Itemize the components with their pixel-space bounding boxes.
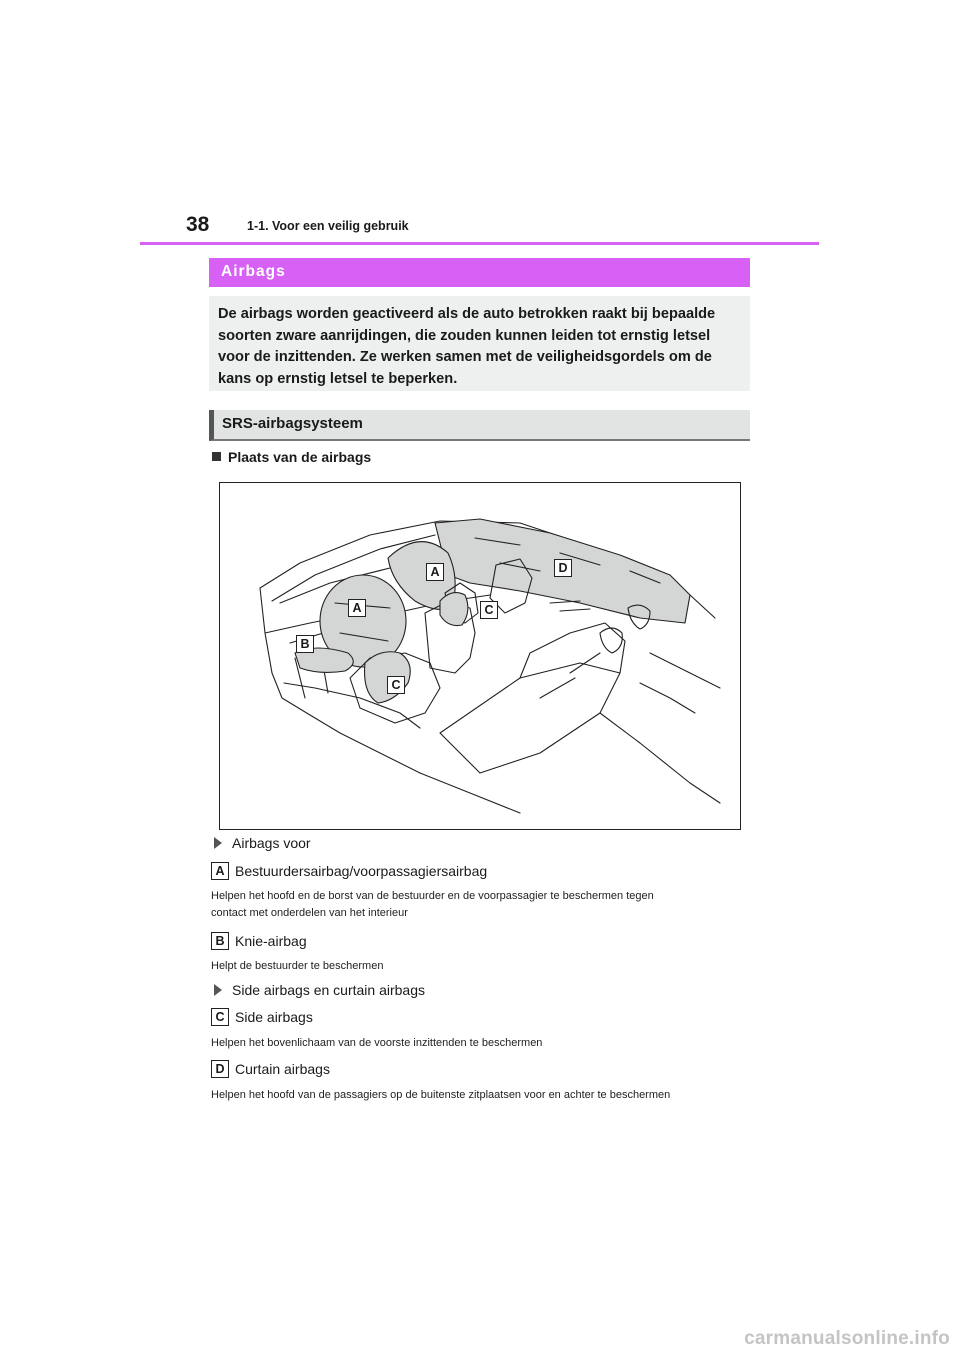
item-description [211,888,751,922]
letter-box-d: D [211,1060,229,1078]
callout-c-passenger-side: C [480,601,498,619]
car-interior-illustration [220,483,740,829]
item-d [211,1060,330,1078]
intro-line: voor de inzittenden. Ze werken samen met de veiligheidsgordels om de [218,349,712,365]
item-label: Curtain airbags [235,1061,330,1077]
callout-a-driver: A [348,599,366,617]
header-rule [140,242,819,245]
group-heading-side [212,982,425,998]
description-line: Helpen het hoofd en de borst van de bestuurder en de voorpassagier te beschermen tegen [211,890,654,902]
letter-box-b: B [211,932,229,950]
group-heading-text: Side airbags en curtain airbags [232,982,426,998]
description-line: Helpt de bestuurder te beschermen [211,960,384,972]
item-label: Side airbags [235,1009,313,1025]
running-header: 1-1. Voor een veilig gebruik [247,219,409,233]
intro-line: soorten zware aanrijdingen, die zouden kunnen leiden tot ernstig letsel [218,327,711,344]
item-b [211,932,307,950]
item-description [211,1087,751,1104]
section-title-text: Plaats van de airbags [228,449,372,465]
callout-d-curtain: D [554,559,572,577]
intro-line: kans op ernstig letsel te beperken. [218,370,458,387]
item-label: Bestuurdersairbag/voorpassagiersairbag [235,863,488,879]
intro-line: De airbags worden geactiveerd als de auto betrokken raakt bij bepaalde [218,306,716,322]
intro-box [209,296,750,391]
callout-b-knee: B [296,635,314,653]
callout-c-driver-side: C [387,676,405,694]
triangle-bullet-icon [214,837,222,849]
section-title [212,449,371,465]
description-line: contact met onderdelen van het interieur [211,907,408,919]
description-line: Helpen het bovenlichaam van de voorste inzittenden te beschermen [211,1037,543,1049]
item-description [211,1035,751,1052]
page-number: 38 [186,213,210,236]
triangle-bullet-icon [214,984,222,996]
item-a [211,862,487,880]
footer-watermark: carmanualsonline.info [744,1328,950,1349]
srs-banner-title: SRS-airbagsysteem [222,415,363,432]
callout-a-passenger: A [426,563,444,581]
airbag-location-figure [219,482,741,830]
square-bullet-icon [212,452,221,461]
letter-box-c: C [211,1008,229,1026]
item-c [211,1008,313,1026]
item-label: Knie-airbag [235,933,307,949]
group-heading-front [212,835,311,851]
description-line: Helpen het hoofd van de passagiers op de buitenste zitplaatsen voor en achter te beschermen [211,1089,671,1101]
item-description [211,958,751,975]
srs-banner [209,410,750,441]
letter-box-a: A [211,862,229,880]
airbags-banner-title: Airbags [221,263,286,280]
group-heading-text: Airbags voor [232,835,311,851]
airbags-banner [209,258,750,287]
